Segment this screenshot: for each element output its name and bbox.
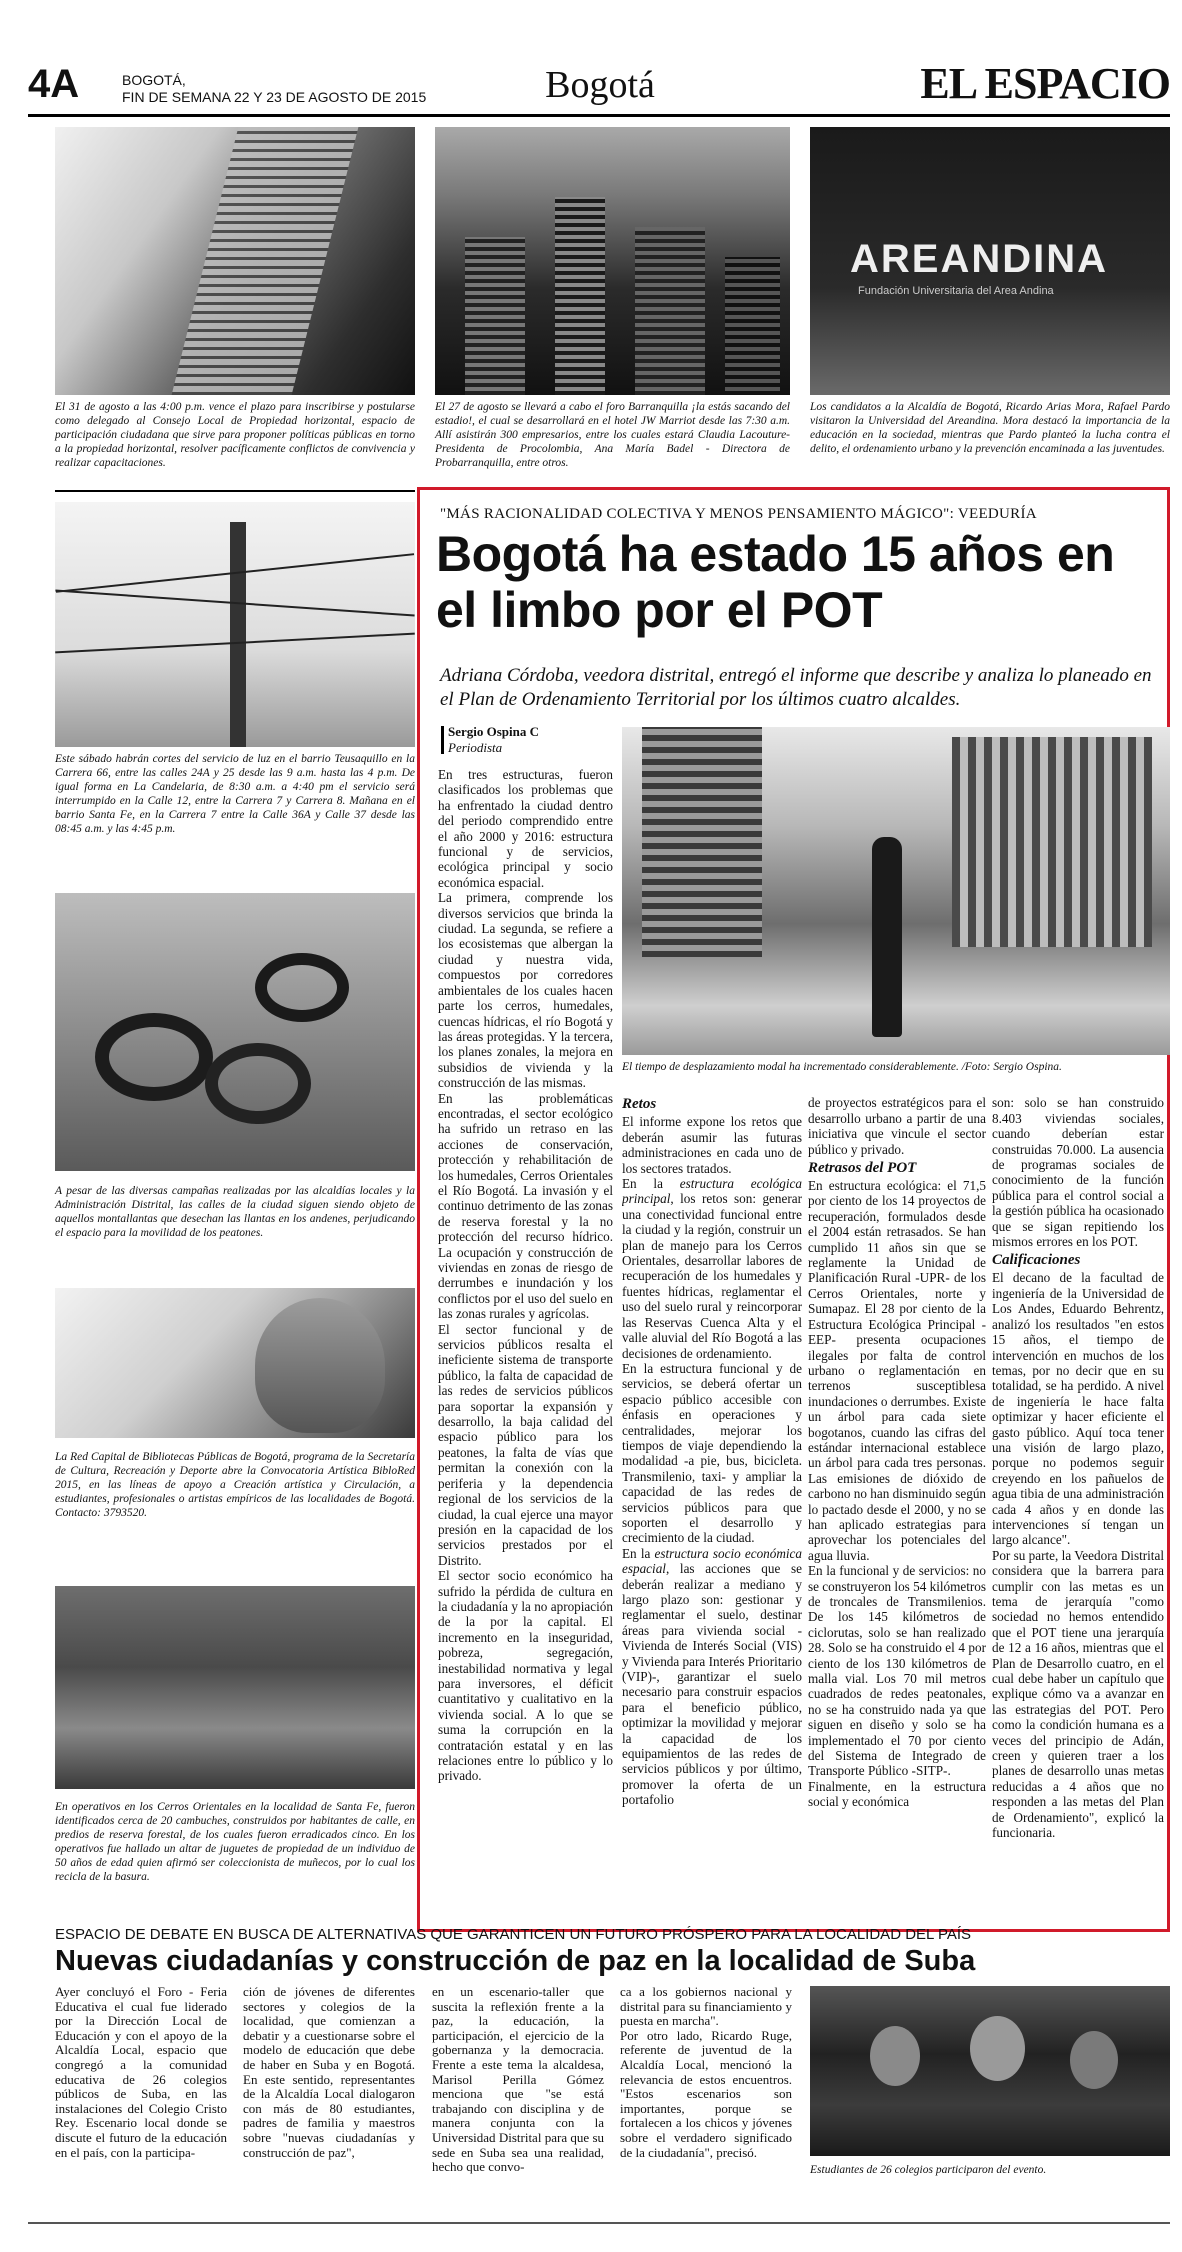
photo-cerros-altar <box>55 1586 415 1789</box>
photo-tires <box>55 893 415 1171</box>
main-col-2: Retos El informe expone los retos que deberán asumir las futuras administraciones en cada uno de los sectores tratados. En la estructura ecológica principal, los retos son: generar una conectividad funcional entre la ciudad y la región, construir un plan de manejo para los Cerros Orientales, desarrollar labores de recuperación de los humedales y fuentes hídricas, reglamentar el uso del suelo rural y reincorporar las Reservas Cuenca Alta y el valle aluvial del Río Bogotá a las decisiones de ordenamiento. En la estructura funcional y de servicios, se deberá ofertar un espacio público accesible con énfasis en operaciones y centralidades, mejorar los tiempos de viaje dependiendo la modalidad -a pie, bus, bicicleta. Transmilenio, taxi- y ampliar la capacidad de las redes de servicios públicos para que soporten el desarrollo y crecimiento de la ciudad. En la estructura socio económica espacial, las acciones que se deberán realizar a mediano y largo plazo son: gestionar y reglamentar el suelo, destinar áreas para vivienda social -Vivienda de Interés Social (VIS) y Vivienda para Interés Prioritario (VIP)-, garantizar el suelo necesario para construir espacios para el beneficio público, optimizar la movilidad y mejorar la capacidad de los equipamientos de las redes de servicios públicos y por último, promover la oferta de un portafolio <box>622 1096 802 1808</box>
heading-retos: Retos <box>622 1096 657 1113</box>
main-col-3: de proyectos estratégicos para el desarrollo urbano a partir de una iniciativa que vincule el sector público y privado. Retrasos del POT En estructura ecológica: el 71,5 por ciento de los 14 proyectos de recuperación, formulados desde el 2004 están retrasados. Se han cumplido 11 años sin que se reglamente la Unidad de Planificación Rural -UPR- de los Cerros Orientales, norte y Sumapaz. El 28 por ciento de la Estructura Ecológica Principal -EEP- presenta ocupaciones ilegales por falta de control urbano o reglamentación en terrenos susceptiblesa inundaciones o derrumbes. Existe un árbol para cada siete bogotanos, cuando las cifras del estándar internacional establece un árbol para cada tres personas. Las emisiones de dióxido de carbono no han disminuido según lo pactado desde el 2000, y no se han aplicado estrategias para aprovechar los potenciales del agua lluvia. En la funcional y de servicios: no se construyeron los 54 kilómetros de troncales de Transmilenios. De los 145 kilómetros de ciclorutas, solo se han realizado 28. Solo se ha construido el 4 por ciento de los 130 kilómetros de malla vial. Los 70 mil metros cuadrados de redes peatonales, no se ha construido nada ya que siguen en diseño y solo se ha implementado el 70 por ciento del Sistema de Integrado de Transporte Público -SITP-. Finalmente, en la estructura social y económica <box>808 1095 986 1810</box>
masthead: EL ESPACIO <box>920 59 1170 108</box>
heading-retrasos: Retrasos del POT <box>808 1160 917 1177</box>
photo-students-caption: Estudiantes de 26 colegios participaron del evento. <box>810 2164 1047 2176</box>
photo-city-skyline <box>435 127 790 395</box>
byline-name: Sergio Ospina C <box>448 724 540 739</box>
byline-role: Periodista <box>448 740 503 755</box>
byline-bar <box>441 726 444 754</box>
bottom-col-4: ca a los gobiernos nacional y distrital para su financiamiento y puesta en marcha". Por otro lado, Ricardo Ruge, referente de juventud de la Alcaldía Local, mencionó la relevancia de estos encuentros. "Estos escenarios son importantes, porque se fortalecen a los chicos y jóvenes sobre el verdadero significado de la ciudadanía", precisó. <box>620 1985 792 2160</box>
bottom-kicker: ESPACIO DE DEBATE EN BUSCA DE ALTERNATIVAS QUE GARANTICEN UN FUTURO PRÓSPERO PARA LA LOCALIDAD DEL PAÍS <box>55 1926 972 1943</box>
main-headline: Bogotá ha estado 15 años en el limbo por el POT <box>436 526 1115 638</box>
caption-llantas: A pesar de las diversas campañas realizadas por las alcaldías locales y la Administración Distrital, las calles de la ciudad siguen siendo objeto de aquellos montallantas que desechan las llantas en los andenes, perjudicando el espacio para la movilidad de los peatones. <box>55 1185 415 1239</box>
caption-cortes-luz: Este sábado habrán cortes del servicio de luz en el barrio Teusaquillo en la Carrera 66, entre las calles 24A y 25 desde las 9 a.m. hasta las 4 p.m. De igual forma en La Candelaria, de 8:30 a.m. a 4:40 pm el servicio será interrumpido en la Calle 12, entre la Carrera 7 y Carrera 8. Mañana en el barrio Santa Fe, en la Carrera 7 entre la Calle 36A y Calle 37 desde las 08:45 a.m. y las 4:45 p.m. <box>55 753 415 835</box>
bottom-col-2: ción de jóvenes de diferentes sectores y colegios de la localidad, que comienzan a debatir y a cuestionarse sobre el modelo de educación que debe de haber en Suba y en Bogotá. En este sentido, representantes de la Alcaldía Local dialogaron con más de 80 estudiantes, padres de familia y maestros sobre "nuevas ciudadanías y construcción de paz", <box>243 1985 415 2160</box>
caption-propiedad-horizontal: El 31 de agosto a las 4:00 p.m. vence el plazo para inscribirse y postularse como delegado al Consejo Local de Propiedad horizontal, espacio de participación ciudadana que sirve para proponer políticas públicas en torno a la propiedad horizontal, resolver pacíficamente conflictos de convivencia y realizar capacitaciones. <box>55 401 415 469</box>
photo-artwork <box>55 1288 415 1438</box>
main-col-1: En tres estructuras, fueron clasificados los problemas que ha enfrentado la ciudad dentro del periodo comprendido entre el año 2000 y 2016: estructura funcional y de servicios, ecológica principal y socio económica espacial. La primera, comprende los diversos servicios que brinda la ciudad. La segunda, se refiere a los ecosistemas que albergan la ciudad y nuestra vida, compuestos por corredores ambientales de los cuales hacen parte los cerros, humedales, cuencas hídricas, el río Bogotá y las áreas protegidas. Y la tercera, los planes zonales, la mejora en subsidios de vivienda y la construcción de las mismas. En las problemáticas encontradas, el sector ecológico ha sufrido un retraso en las acciones de conservación, protección y rehabilitación de los humedales, Cerros Orientales el Río Bogotá. La invasión y el continuo detrimento de las zonas de reserva forestal y la no protección del recurso hídrico. La ocupación y construcción de viviendas en zonas de riesgo de derrumbes e inundación y los conflictos por el uso del suelo en las zonas rurales y agrícolas. El sector funcional y de servicios públicos resalta el ineficiente sistema de transporte público, la falta de capacidad de las redes de servicios públicos para soportar la expansión y desarrollo, la baja calidad del espacio público para los peatones, la falta de vías que permitan la conexión con la periferia y la dependencia regional de los servicios de la ciudad, la cual ejerce una mayor presión en la capacidad de los servicios prestados por el Distrito. El sector socio económico ha sufrido la pérdida de cultura en la ciudadanía y la no apropiación de la por la capital. El incremento en la inseguridad, pobreza, segregación, inestabilidad normativa y legal para inversores, el déficit cuantitativo y cualitativo en la vivienda social. A lo que se suma la corrupción en la contratación estatal y en las relaciones entre lo público y lo privado. <box>438 767 613 1784</box>
caption-areandina: Los candidatos a la Alcaldía de Bogotá, Ricardo Arias Mora, Rafael Pardo visitaron la Universidad del Areandina. Mora destacó la importancia de la educación en la sociedad, mientras que Pardo planteó la lucha contra el delito, el ordenamiento urbano y la prevención encaminada a las juventudes. <box>810 401 1170 455</box>
photo-pedestrian <box>622 727 1170 1055</box>
header-city: BOGOTÁ, <box>122 72 186 88</box>
areandina-subsign: Fundación Universitaria del Area Andina <box>858 285 1054 297</box>
photo-students <box>810 1986 1170 2156</box>
bottom-headline: Nuevas ciudadanías y construcción de paz en la localidad de Suba <box>55 1945 976 1977</box>
main-kicker: "MÁS RACIONALIDAD COLECTIVA Y MENOS PENSAMIENTO MÁGICO": VEEDURÍA <box>440 506 1037 522</box>
main-lead: Adriana Córdoba, veedora distrital, entregó el informe que describe y analiza lo planeado en el Plan de Ordenamiento Territorial por los últimos cuatro alcaldes. <box>440 665 1152 710</box>
section-title: Bogotá <box>545 64 655 106</box>
bottom-col-3: en un escenario-taller que suscita la reflexión frente a la paz, la educación, la participación, el ejercicio de la gobernanza y la democracia. Frente a este tema la alcaldesa, Marisol Perilla Gómez menciona que "se está trabajando con disciplina y de manera conjunta con la Universidad Distrital para que su sede en Suba sea una realidad, hecho que convo- <box>432 1985 604 2175</box>
page-number: 4A <box>28 62 80 106</box>
photo-building-facade <box>55 127 415 395</box>
main-col-4: son: solo se han construido 8.403 viviendas sociales, cuando deberían estar construidas 70.000. La ausencia de programas sociales de conocimiento de la función pública para el control social a la gestión pública ha ocasionado que se sigan repitiendo los mismos errores en los POT. Calificaciones El decano de la facultad de ingeniería de la Universidad de Los Andes, Eduardo Behrentz, analizó los resultados "en estos 15 años, el tiempo de intervención en muchos de los temas, por no decir que en su totalidad, se ha perdido. A nivel de ingeniería le hace falta optimizar y hacer eficiente el gasto público. Aquí toca tener una visión de largo plazo, porque no podemos seguir creyendo en los pañuelos de agua tibia de una administración cada 4 años y en donde las intervenciones sí tengan un largo alcance". Por su parte, la Veedora Distrital considera que la barrera para cumplir con las metas es un tema de jerarquía "como sociedad no hemos entendido que el POT tiene una jerarquía de 12 a 16 años, mientras que el Plan de Desarrollo cuatro, en el cual debe haber un capítulo que explique cómo va a avanzar en las estrategias del POT. Pero como la condición humana es a veces del principio de Adán, creen y quieren traer a los planes de desarrollo unas metas reducidas a 4 años que no responden a las metas del Plan de Ordenamiento", explicó la funcionaria. <box>992 1095 1164 1841</box>
photo-areandina <box>810 127 1170 395</box>
photo-pedestrian-caption: El tiempo de desplazamiento modal ha incrementado considerablemente. /Foto: Sergio Ospina. <box>622 1061 1062 1073</box>
header-date: FIN DE SEMANA 22 Y 23 DE AGOSTO DE 2015 <box>122 89 427 105</box>
top-section-rule <box>55 490 415 492</box>
footer-rule <box>28 2222 1170 2224</box>
bottom-col-1: Ayer concluyó el Foro - Feria Educativa el cual fue liderado por la Dirección Local de Educación y con el apoyo de la Alcaldía Local, espacio que congregó a la comunidad educativa de 26 colegios públicos de Suba, en las instalaciones del Colegio Cristo Rey. Escenario local donde se discute el futuro de la educación en el país, con la participa- <box>55 1985 227 2160</box>
caption-foro-barranquilla: El 27 de agosto se llevará a cabo el foro Barranquilla ¡la estás sacando del estadio!, el cual se desarrollará en el hotel JW Marriot desde las 7:30 a.m. Allí asistirán 300 empresarios, entre los cuales estará Claudia Lacouture- Presidenta de Procolombia, Ana María Badel - Directora de Probarranquilla, entre otros. <box>435 401 790 469</box>
areandina-sign: AREANDINA <box>850 237 1108 281</box>
heading-calificaciones: Calificaciones <box>992 1252 1081 1269</box>
caption-biblored: La Red Capital de Bibliotecas Públicas de Bogotá, programa de la Secretaría de Cultura, Recreación y Deporte abre la Convocatoria Artística BibloRed 2015, en las líneas de apoyo a Creación artística y Circulación, a estudiantes, profesionales o artistas empíricos de las localidades de Bogotá. Contacto: 3793520. <box>55 1451 415 1519</box>
caption-cerros-orientales: En operativos en los Cerros Orientales en la localidad de Santa Fe, fueron identificados cerca de 20 cambuches, construidos por habitantes de calle, en predios de reserva forestal, de los cuales fueron erradicados cinco. En los operativos fue hallado un altar de juguetes de propiedad de un individuo de 50 años de edad quien afirmó ser coleccionista de muñecos, por lo cual los recicla de la basura. <box>55 1801 415 1883</box>
photo-power-lines <box>55 502 415 747</box>
header-rule <box>28 114 1170 117</box>
